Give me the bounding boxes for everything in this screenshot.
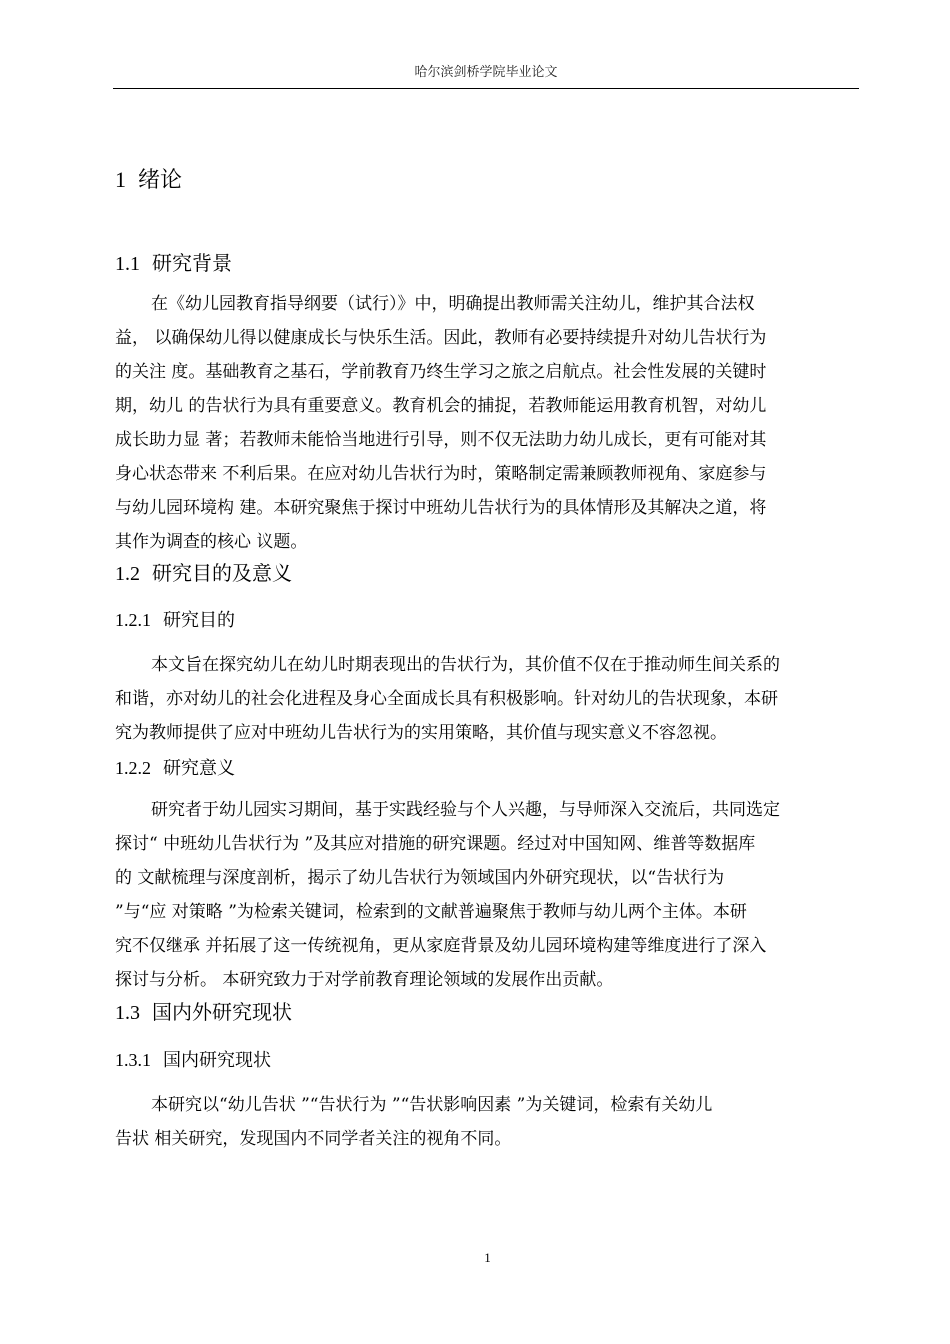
heading-section-1-2 bbox=[115, 559, 292, 588]
paragraph-line: 的 文献梳理与深度剖析，揭示了幼儿告状行为领域国内外研究现状，以“告状行为 bbox=[115, 868, 725, 888]
heading-number: 1.3.1 bbox=[115, 1050, 151, 1070]
paragraph-line: 告状 相关研究，发现国内不同学者关注的视角不同。 bbox=[115, 1129, 512, 1149]
heading-title: 国内研究现状 bbox=[163, 1050, 271, 1071]
paragraph-line: 究为教师提供了应对中班幼儿告状行为的实用策略，其价值与现实意义不容忽视。 bbox=[115, 723, 727, 743]
heading-title: 研究目的及意义 bbox=[152, 561, 292, 585]
running-header: 哈尔滨剑桥学院毕业论文 bbox=[414, 65, 558, 80]
paragraph-domestic-research bbox=[115, 1088, 861, 1156]
heading-number: 1 bbox=[115, 167, 126, 192]
paragraph-line: 本文旨在探究幼儿在幼儿时期表现出的告状行为，其价值不仅在于推动师生间关系的 bbox=[151, 655, 780, 675]
paragraph-line: 身心状态带来 不利后果。在应对幼儿告状行为时，策略制定需兼顾教师视角、家庭参与 bbox=[115, 464, 767, 484]
paragraph-line: 探讨“ 中班幼儿告状行为 ”及其应对措施的研究课题。经过对中国知网、维普等数据库 bbox=[115, 834, 756, 854]
paragraph-background bbox=[115, 287, 861, 559]
paragraph-line: 其作为调查的核心 议题。 bbox=[115, 532, 308, 552]
heading-number: 1.2.2 bbox=[115, 758, 151, 778]
heading-title: 国内外研究现状 bbox=[152, 1000, 292, 1024]
page-number: 1 bbox=[484, 1250, 491, 1265]
heading-number: 1.2.1 bbox=[115, 610, 151, 630]
heading-number: 1.2 bbox=[115, 563, 140, 585]
heading-section-1-3 bbox=[115, 998, 292, 1027]
paragraph-line: 成长助力显 著；若教师未能恰当地进行引导，则不仅无法助力幼儿成长，更有可能对其 bbox=[115, 430, 767, 450]
heading-section-1-2-1 bbox=[115, 607, 235, 634]
heading-chapter-1 bbox=[115, 165, 182, 196]
paragraph-line: 究不仅继承 并拓展了这一传统视角，更从家庭背景及幼儿园环境构建等维度进行了深入 bbox=[115, 936, 767, 956]
paragraph-line: 本研究以“幼儿告状 ”“告状行为 ”“告状影响因素 ”为关键词，检索有关幼儿 bbox=[151, 1095, 713, 1115]
heading-section-1-2-2 bbox=[115, 755, 235, 782]
paragraph-line: 和谐，亦对幼儿的社会化进程及身心全面成长具有积极影响。针对幼儿的告状现象，本研 bbox=[115, 689, 778, 709]
heading-title: 研究意义 bbox=[163, 758, 235, 779]
heading-number: 1.1 bbox=[115, 253, 140, 275]
paragraph-line: 益， 以确保幼儿得以健康成长与快乐生活。因此，教师有必要持续提升对幼儿告状行为 bbox=[115, 328, 767, 348]
heading-title: 绪论 bbox=[138, 168, 183, 193]
paragraph-line: 与幼儿园环境构 建。本研究聚焦于探讨中班幼儿告状行为的具体情形及其解决之道，将 bbox=[115, 498, 767, 518]
header-rule bbox=[113, 88, 859, 89]
heading-title: 研究目的 bbox=[163, 610, 235, 631]
heading-title: 研究背景 bbox=[152, 251, 232, 275]
paragraph-line: 探讨与分析。 本研究致力于对学前教育理论领域的发展作出贡献。 bbox=[115, 970, 614, 990]
paragraph-line: ”与“应 对策略 ”为检索关键词，检索到的文献普遍聚焦于教师与幼儿两个主体。本研 bbox=[115, 902, 747, 922]
heading-section-1-3-1 bbox=[115, 1047, 271, 1074]
paragraph-line: 期，幼儿 的告状行为具有重要意义。教育机会的捕捉，若教师能运用教育机智，对幼儿 bbox=[115, 396, 767, 416]
paragraph-line: 研究者于幼儿园实习期间，基于实践经验与个人兴趣，与导师深入交流后，共同选定 bbox=[151, 800, 780, 820]
heading-section-1-1 bbox=[115, 249, 232, 278]
paragraph-significance bbox=[115, 793, 861, 997]
paragraph-line: 的关注 度。基础教育之基石，学前教育乃终生学习之旅之启航点。社会性发展的关键时 bbox=[115, 362, 767, 382]
paragraph-line: 在《幼儿园教育指导纲要（试行）》中，明确提出教师需关注幼儿，维护其合法权 bbox=[151, 294, 755, 314]
paragraph-purpose bbox=[115, 648, 861, 750]
heading-number: 1.3 bbox=[115, 1002, 140, 1024]
